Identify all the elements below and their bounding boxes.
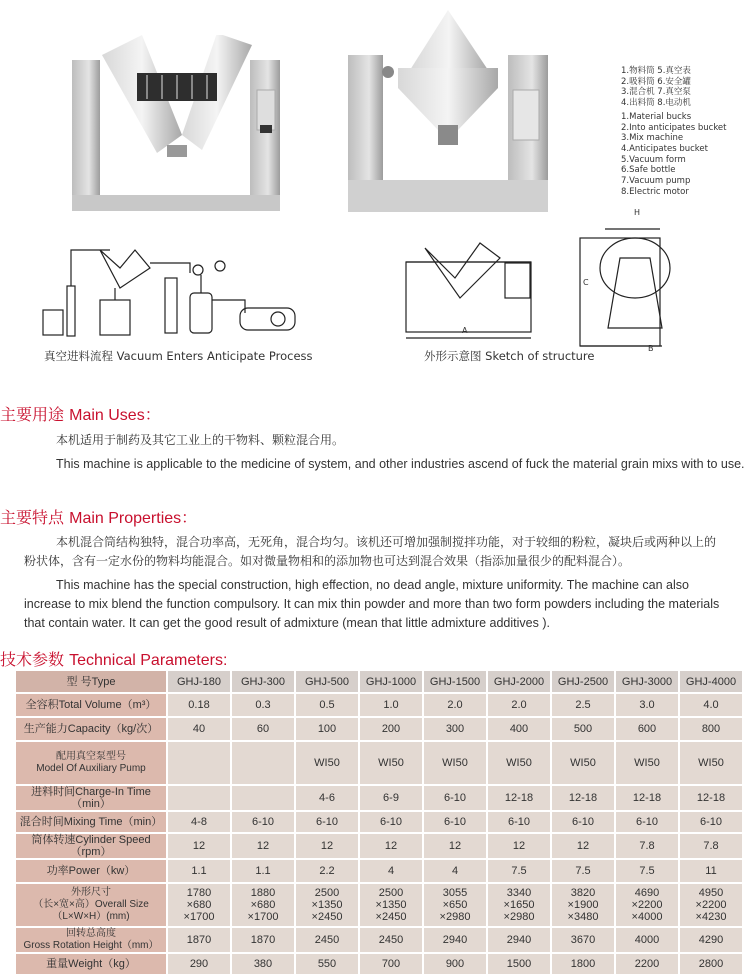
- value-cell: 7.8: [616, 834, 678, 858]
- value-cell: 2.5: [552, 694, 614, 716]
- double-cone-mixer-photo: [348, 10, 548, 215]
- value-cell: 12: [424, 834, 486, 858]
- value-cell: WI50: [680, 742, 742, 784]
- value-cell: 300: [424, 718, 486, 740]
- main-properties-cn: 本机混合筒结构独特，混合功率高，无死角，混合均匀。该机还可增加强制搅拌功能，对于较细的粉粒，凝块后或两种以上的粉状体，含有一定水份的物料均能混合。如对微量物相和的添加物也可达到混合效果（指添加量很少的配料混合）。: [24, 535, 717, 568]
- model-header-cell: GHJ-180: [168, 671, 230, 692]
- value-cell: 2500 ×1350 ×2450: [296, 884, 358, 926]
- tech-heading: [0, 647, 227, 670]
- value-cell: 7.5: [616, 860, 678, 882]
- table-row: [16, 718, 742, 740]
- row-label-cell: 外形尺寸 （长×宽×高）Overall Size （L×W×H）(mm): [16, 884, 166, 926]
- table-row: [16, 694, 742, 716]
- sketch-caption: 外形示意图 Sketch of structure: [424, 349, 595, 363]
- table-row: [16, 860, 742, 882]
- value-cell: WI50: [616, 742, 678, 784]
- value-cell: 7.5: [488, 860, 550, 882]
- row-label-cell: 功率Power（kw）: [16, 860, 166, 882]
- value-cell: 800: [680, 718, 742, 740]
- main-uses-title-cn: 主要用途: [0, 405, 65, 424]
- row-label-cell: 进料时间Charge-In Time（min）: [16, 786, 166, 810]
- value-cell: 11: [680, 860, 742, 882]
- row-label-cell: 配用真空泵型号 Model Of Auxiliary Pump: [16, 742, 166, 784]
- value-cell: WI50: [296, 742, 358, 784]
- value-cell: 1500: [488, 954, 550, 974]
- row-label-cell: 重量Weight（kg）: [16, 954, 166, 974]
- value-cell: 6-10: [488, 812, 550, 832]
- value-cell: 4290: [680, 928, 742, 952]
- tech-title-en: Technical Parameters:: [69, 652, 228, 669]
- value-cell: 7.5: [552, 860, 614, 882]
- value-cell: 0.3: [232, 694, 294, 716]
- value-cell: 3.0: [616, 694, 678, 716]
- value-cell: 1.1: [232, 860, 294, 882]
- value-cell: 7.8: [680, 834, 742, 858]
- table-row: [16, 928, 742, 952]
- value-cell: 12: [552, 834, 614, 858]
- value-cell: 2500 ×1350 ×2450: [360, 884, 422, 926]
- table-row: [16, 954, 742, 974]
- value-cell: 500: [552, 718, 614, 740]
- value-cell: 380: [232, 954, 294, 974]
- value-cell: 12: [232, 834, 294, 858]
- value-cell: 6-10: [296, 812, 358, 832]
- value-cell: 200: [360, 718, 422, 740]
- legend-en-line: 2.Into anticipates bucket: [621, 122, 727, 133]
- row-label-cell: 筒体转速Cylinder Speed（rpm）: [16, 834, 166, 858]
- tech-title-cn: 技术参数: [0, 650, 65, 669]
- vacuum-process-diagram: [40, 238, 330, 343]
- value-cell: WI50: [360, 742, 422, 784]
- value-cell: 0.18: [168, 694, 230, 716]
- value-cell: 6-10: [424, 812, 486, 832]
- value-cell: [168, 742, 230, 784]
- main-properties-title-en: Main Properties：: [69, 510, 198, 527]
- value-cell: 3340 ×1650 ×2980: [488, 884, 550, 926]
- value-cell: 900: [424, 954, 486, 974]
- legend-cn-line: 4.出料筒 8.电动机: [621, 98, 691, 109]
- value-cell: 2.0: [424, 694, 486, 716]
- value-cell: 2450: [360, 928, 422, 952]
- dim-label-a: A: [462, 326, 468, 335]
- legend-cn-line: 2.吸料筒 6.安全罐: [621, 76, 691, 87]
- value-cell: 6-10: [232, 812, 294, 832]
- value-cell: 4690 ×2200 ×4000: [616, 884, 678, 926]
- main-properties-en: This machine has the special construction, high effection, no dead angle, mixture uniformity. The machine can also increase to mix blend the function compulsory. It can mix thin powder and more than two form powders including the materials that contain water. It can get the good result of admixture (mean that little admixture additives ).: [24, 578, 720, 630]
- value-cell: 12: [488, 834, 550, 858]
- structure-sketch: [400, 228, 700, 358]
- dim-label-h: H: [634, 208, 641, 217]
- table-row: [16, 742, 742, 784]
- main-uses-en: This machine is applicable to the medicine of system, and other industries ascend of fuck the material grain mixs with to use.: [56, 457, 745, 471]
- value-cell: 4.0: [680, 694, 742, 716]
- value-cell: 6-10: [616, 812, 678, 832]
- legend-en-line: 4.Anticipates bucket: [621, 143, 708, 154]
- value-cell: [232, 742, 294, 784]
- model-header-cell: GHJ-2000: [488, 671, 550, 692]
- main-properties-heading: [0, 505, 197, 528]
- value-cell: 4: [424, 860, 486, 882]
- value-cell: 12-18: [552, 786, 614, 810]
- value-cell: 6-10: [680, 812, 742, 832]
- header-label-cell: 型 号Type: [16, 671, 166, 692]
- model-header-cell: GHJ-3000: [616, 671, 678, 692]
- value-cell: 4-6: [296, 786, 358, 810]
- model-header-cell: GHJ-500: [296, 671, 358, 692]
- main-uses-heading: [0, 402, 161, 425]
- value-cell: 1.1: [168, 860, 230, 882]
- value-cell: [168, 786, 230, 810]
- value-cell: 1870: [232, 928, 294, 952]
- value-cell: 1870: [168, 928, 230, 952]
- value-cell: 2800: [680, 954, 742, 974]
- value-cell: 40: [168, 718, 230, 740]
- legend-en-line: 5.Vacuum form: [621, 154, 686, 165]
- value-cell: 12-18: [616, 786, 678, 810]
- value-cell: 1800: [552, 954, 614, 974]
- value-cell: 400: [488, 718, 550, 740]
- value-cell: 12: [360, 834, 422, 858]
- model-header-cell: GHJ-1500: [424, 671, 486, 692]
- value-cell: 6-10: [552, 812, 614, 832]
- value-cell: 6-9: [360, 786, 422, 810]
- value-cell: 4000: [616, 928, 678, 952]
- legend-cn-line: 3.混合机 7.真空泵: [621, 87, 691, 98]
- model-header-cell: GHJ-300: [232, 671, 294, 692]
- table-header-row: [16, 671, 742, 692]
- process-caption: 真空进料流程 Vacuum Enters Anticipate Process: [44, 349, 313, 363]
- main-properties-title-cn: 主要特点: [0, 508, 65, 527]
- v-mixer-photo: [72, 35, 290, 215]
- value-cell: 0.5: [296, 694, 358, 716]
- legend-cn-line: 1.物料筒 5.真空表: [621, 66, 691, 76]
- main-uses-cn: 本机适用于制药及其它工业上的干物料、颗粒混合用。: [56, 433, 345, 447]
- row-label-cell: 回转总高度 Gross Rotation Height（mm）: [16, 928, 166, 952]
- value-cell: 6-10: [424, 786, 486, 810]
- value-cell: 12: [296, 834, 358, 858]
- legend-en-line: 1.Material bucks: [621, 111, 692, 122]
- value-cell: 600: [616, 718, 678, 740]
- legend-en-line: 6.Safe bottle: [621, 165, 676, 176]
- value-cell: 100: [296, 718, 358, 740]
- technical-parameters-table: [14, 669, 744, 976]
- row-label-cell: 全容积Total Volume（m³）: [16, 694, 166, 716]
- table-row: [16, 834, 742, 858]
- model-header-cell: GHJ-4000: [680, 671, 742, 692]
- value-cell: 4950 ×2200 ×4230: [680, 884, 742, 926]
- value-cell: 3820 ×1900 ×3480: [552, 884, 614, 926]
- value-cell: 290: [168, 954, 230, 974]
- value-cell: 4: [360, 860, 422, 882]
- value-cell: 1880 ×680 ×1700: [232, 884, 294, 926]
- row-label-cell: 混合时间Mixing Time（min）: [16, 812, 166, 832]
- table-row: [16, 812, 742, 832]
- value-cell: 12: [168, 834, 230, 858]
- model-header-cell: GHJ-1000: [360, 671, 422, 692]
- value-cell: WI50: [552, 742, 614, 784]
- value-cell: 2.0: [488, 694, 550, 716]
- value-cell: 2200: [616, 954, 678, 974]
- dim-label-b: B: [648, 344, 654, 353]
- value-cell: 12-18: [488, 786, 550, 810]
- parts-legend: [621, 66, 727, 197]
- value-cell: 2940: [424, 928, 486, 952]
- value-cell: 2450: [296, 928, 358, 952]
- table-row: [16, 884, 742, 926]
- value-cell: 700: [360, 954, 422, 974]
- value-cell: 3055 ×650 ×2980: [424, 884, 486, 926]
- value-cell: 4-8: [168, 812, 230, 832]
- value-cell: [232, 786, 294, 810]
- value-cell: 1780 ×680 ×1700: [168, 884, 230, 926]
- dim-label-c: C: [583, 278, 589, 287]
- value-cell: WI50: [488, 742, 550, 784]
- legend-en-line: 7.Vacuum pump: [621, 176, 691, 187]
- model-header-cell: GHJ-2500: [552, 671, 614, 692]
- table-row: [16, 786, 742, 810]
- legend-en-line: 8.Electric motor: [621, 186, 689, 197]
- value-cell: 2.2: [296, 860, 358, 882]
- main-uses-title-en: Main Uses：: [69, 407, 161, 424]
- value-cell: 550: [296, 954, 358, 974]
- value-cell: 60: [232, 718, 294, 740]
- row-label-cell: 生产能力Capacity（kg/次）: [16, 718, 166, 740]
- value-cell: 1.0: [360, 694, 422, 716]
- value-cell: 6-10: [360, 812, 422, 832]
- value-cell: 2940: [488, 928, 550, 952]
- value-cell: WI50: [424, 742, 486, 784]
- value-cell: 12-18: [680, 786, 742, 810]
- value-cell: 3670: [552, 928, 614, 952]
- legend-en-line: 3.Mix machine: [621, 133, 684, 144]
